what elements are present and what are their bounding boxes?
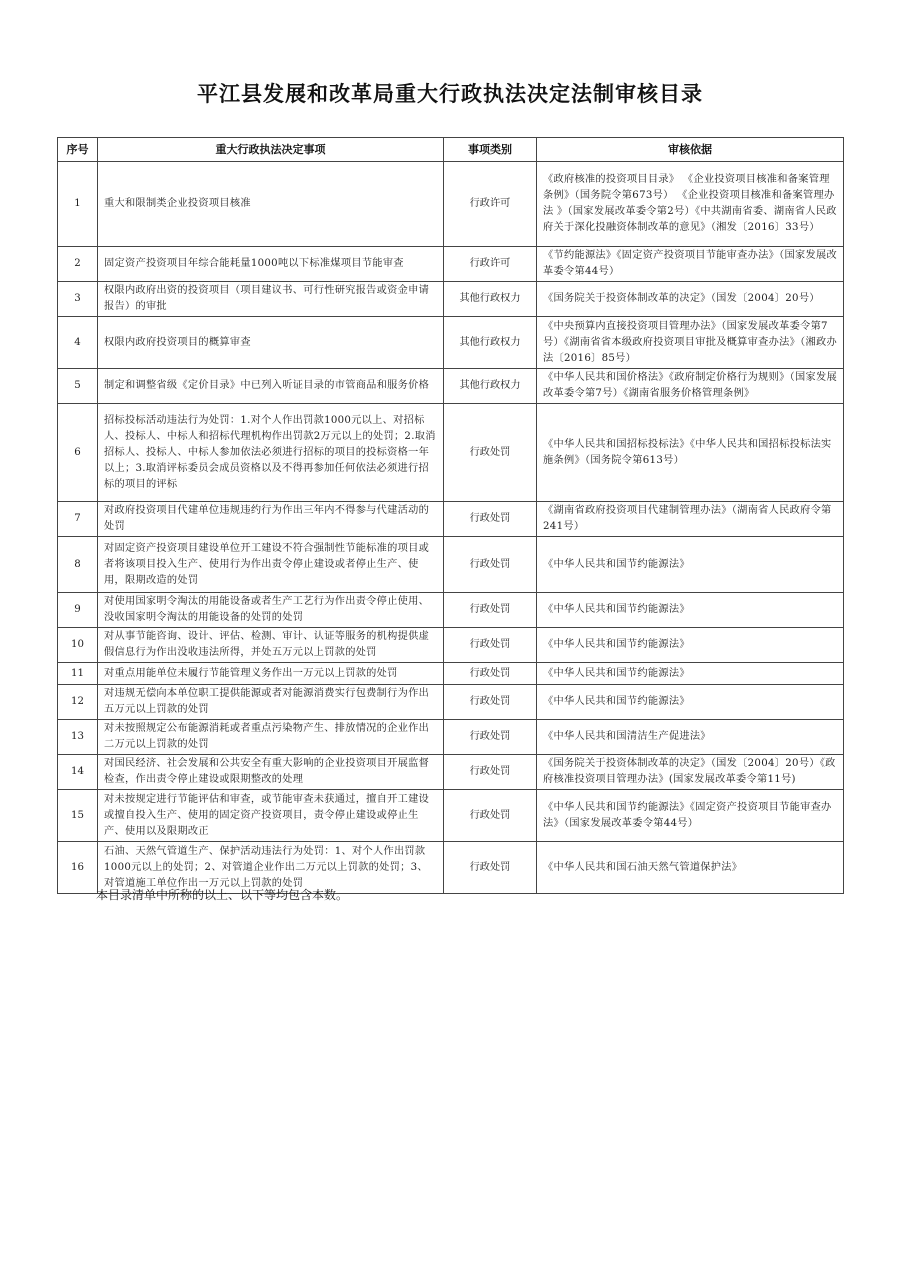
cell-basis: 《国务院关于投资体制改革的决定》（国发〔2004〕20号）《政府核准投资项目管理办法》(国家发展改革委令第11号) [537,755,844,790]
cell-basis: 《中华人民共和国节约能源法》 [537,593,844,628]
table-row [58,317,844,369]
table-body [58,162,844,894]
cell-no: 10 [58,628,98,663]
cell-no: 12 [58,685,98,720]
cell-category: 行政许可 [444,247,537,282]
cell-item: 固定资产投资项目年综合能耗量1000吨以下标准煤项目节能审查 [98,247,444,282]
cell-no: 15 [58,790,98,842]
cell-item: 对从事节能咨询、设计、评估、检测、审计、认证等服务的机构提供虚假信息行为作出没收违法所得，并处五万元以上罚款的处罚 [98,628,444,663]
cell-item: 对未按照规定公布能源消耗或者重点污染物产生、排放情况的企业作出二万元以上罚款的处罚 [98,720,444,755]
table-row [58,404,844,502]
cell-no: 9 [58,593,98,628]
footnote: 本目录清单中所称的以上、以下等均包含本数。 [96,888,349,902]
cell-category: 行政处罚 [444,628,537,663]
header-item: 重大行政执法决定事项 [98,138,444,162]
table-header-row [58,138,844,162]
cell-category: 行政处罚 [444,755,537,790]
header-basis: 审核依据 [537,138,844,162]
cell-category: 行政处罚 [444,663,537,685]
cell-item: 制定和调整省级《定价目录》中已列入听证目录的市管商品和服务价格 [98,369,444,404]
cell-no: 7 [58,502,98,537]
cell-basis: 《政府核准的投资项目目录》 《企业投资项目核准和备案管理条例》（国务院令第673号） 《企业投资项目核准和备案管理办法 》（国家发展改革委令第2号）《中共湖南省委、湖南省人民政府关于深化投融资体制改革的意见》（湘发〔2016〕33号） [537,162,844,247]
cell-basis: 《中华人民共和国节约能源法》 [537,537,844,593]
cell-basis: 《湖南省政府投资项目代建制管理办法》（湖南省人民政府令第241号） [537,502,844,537]
cell-no: 5 [58,369,98,404]
cell-category: 行政处罚 [444,404,537,502]
table-row [58,282,844,317]
cell-basis: 《国务院关于投资体制改革的决定》（国发〔2004〕20号） [537,282,844,317]
cell-no: 8 [58,537,98,593]
cell-basis: 《中华人民共和国价格法》《政府制定价格行为规则》（国家发展改革委令第7号）《湖南省服务价格管理条例》 [537,369,844,404]
cell-category: 行政处罚 [444,685,537,720]
cell-item: 对国民经济、社会发展和公共安全有重大影响的企业投资项目开展监督检查，作出责令停止建设或限期整改的处理 [98,755,444,790]
cell-category: 行政处罚 [444,790,537,842]
cell-item: 重大和限制类企业投资项目核准 [98,162,444,247]
cell-item: 对未按规定进行节能评估和审查，或节能审查未获通过，擅自开工建设或擅自投入生产、使用的固定资产投资项目，责令停止建设或停止生产、使用以及限期改正 [98,790,444,842]
table-row [58,755,844,790]
table-row [58,369,844,404]
cell-item: 权限内政府投资项目的概算审查 [98,317,444,369]
cell-item: 对政府投资项目代建单位违规违约行为作出三年内不得参与代建活动的处罚 [98,502,444,537]
cell-no: 13 [58,720,98,755]
header-category: 事项类别 [444,138,537,162]
cell-basis: 《中华人民共和国节约能源法》《固定资产投资项目节能审查办法》（国家发展改革委令第44号） [537,790,844,842]
cell-basis: 《中华人民共和国节约能源法》 [537,628,844,663]
cell-item: 对重点用能单位未履行节能管理义务作出一万元以上罚款的处罚 [98,663,444,685]
table-row [58,162,844,247]
table-row [58,537,844,593]
cell-no: 3 [58,282,98,317]
cell-no: 4 [58,317,98,369]
cell-category: 其他行政权力 [444,282,537,317]
cell-item: 招标投标活动违法行为处罚：1.对个人作出罚款1000元以上、对招标人、投标人、中标人和招标代理机构作出罚款2万元以上的处罚；2.取消招标人、投标人、中标人参加依法必须进行招标的项目的投标资格一年以上；3.取消评标委员会成员资格以及不得再参加任何依法必须进行招标的项目的评标 [98,404,444,502]
table-row [58,720,844,755]
cell-category: 行政处罚 [444,537,537,593]
cell-item: 对固定资产投资项目建设单位开工建设不符合强制性节能标准的项目或者将该项目投入生产、使用行为作出责令停止建设或者停止生产、使用，限期改造的处罚 [98,537,444,593]
cell-basis: 《中华人民共和国节约能源法》 [537,685,844,720]
cell-item: 对使用国家明令淘汰的用能设备或者生产工艺行为作出责令停止使用、没收国家明令淘汰的用能设备的处罚的处罚 [98,593,444,628]
cell-category: 行政处罚 [444,502,537,537]
cell-basis: 《中华人民共和国清洁生产促进法》 [537,720,844,755]
cell-item: 权限内政府出资的投资项目（项目建议书、可行性研究报告或资金申请报告）的审批 [98,282,444,317]
table-row [58,628,844,663]
cell-item: 石油、天然气管道生产、保护活动违法行为处罚：1、对个人作出罚款1000元以上的处罚；2、对管道企业作出二万元以上罚款的处罚；3、对管道施工单位作出一万元以上罚款的处罚 [98,842,444,894]
cell-category: 行政处罚 [444,593,537,628]
cell-item: 对违规无偿向本单位职工提供能源或者对能源消费实行包费制行为作出五万元以上罚款的处罚 [98,685,444,720]
table-row [58,247,844,282]
cell-category: 行政许可 [444,162,537,247]
header-no: 序号 [58,138,98,162]
cell-no: 14 [58,755,98,790]
cell-category: 行政处罚 [444,842,537,894]
table-row [58,790,844,842]
table-row [58,502,844,537]
cell-basis: 《中华人民共和国招标投标法》《中华人民共和国招标投标法实施条例》（国务院令第613号） [537,404,844,502]
cell-category: 行政处罚 [444,720,537,755]
cell-basis: 《中华人民共和国节约能源法》 [537,663,844,685]
table-row [58,685,844,720]
cell-no: 2 [58,247,98,282]
cell-no: 11 [58,663,98,685]
page-title: 平江县发展和改革局重大行政执法决定法制审核目录 [197,81,703,106]
cell-basis: 《中央预算内直接投资项目管理办法》（国家发展改革委令第7号）《湖南省省本级政府投资项目审批及概算审查办法》（湘政办法〔2016〕85号） [537,317,844,369]
cell-basis: 《节约能源法》《固定资产投资项目节能审查办法》（国家发展改革委令第44号） [537,247,844,282]
cell-no: 16 [58,842,98,894]
cell-category: 其他行政权力 [444,317,537,369]
cell-no: 1 [58,162,98,247]
table-row [58,663,844,685]
review-catalog-table [57,137,844,894]
cell-category: 其他行政权力 [444,369,537,404]
cell-basis: 《中华人民共和国石油天然气管道保护法》 [537,842,844,894]
table-row [58,593,844,628]
cell-no: 6 [58,404,98,502]
